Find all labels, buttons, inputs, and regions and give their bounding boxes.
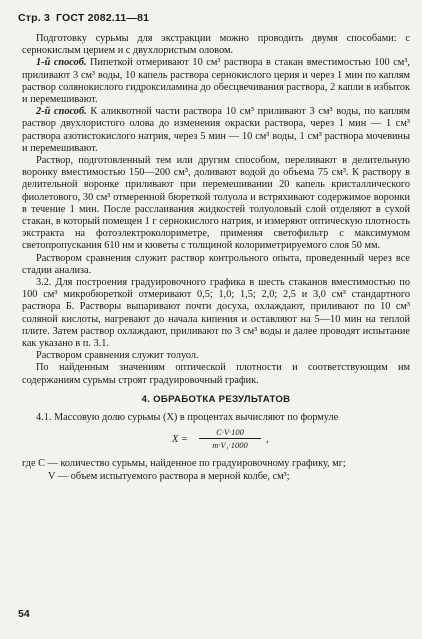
paragraph: Раствор, подготовленный тем или другим способом, переливают в делительную воронку вместимостью 150—200 см³, доливают водой до объема 75 см³. К раствору в делительной воронке приливают при перемешивании 20 капель кристаллического фиолетового, 30 см³ отмеренной бюреткой толуола и встряхивают содержимое воронки в течение 1 мин. После расслаивания жидкостей толуоловый слой отделяют в сухой стакан, в который помещен 1 г сернокислого натрия, и измеряют оптическую плотность экстракта на фотоэлектроколориметре, применяя светофильтр с максимумом светопропускания 610 нм и кюветы с толщиной колориметрируемого слоя 50 мм. <box>22 155 410 252</box>
formula-denominator: m·V₁·1000 <box>212 440 248 451</box>
definition-term: C — <box>38 458 58 470</box>
definition-text: количество сурьмы, найденное по градуировочному графику, мг; <box>60 458 346 470</box>
paragraph <box>22 57 410 106</box>
document-body <box>22 33 410 483</box>
method-2-text: К аликвотной части раствора 10 см³ приливают 3 см³ воды, по каплям раствор двухлористого олова до изменения окраски раствора, через 1 мин — 1 см³ раствора азотистокислого натрия, через 5 мин — 10 см³ воды, 1 см³ раствора мочевины и перемешивают. <box>22 106 411 154</box>
definition-row <box>22 458 410 470</box>
formula <box>22 425 410 455</box>
page-header <box>18 12 149 24</box>
method-2-label: 2-й способ. <box>36 106 87 118</box>
paragraph: Раствором сравнения служит толуол. <box>36 350 199 362</box>
formula-numerator: C·V·100 <box>199 427 261 439</box>
page-label: Стр. 3 <box>18 12 51 24</box>
definition-row <box>22 471 410 483</box>
paragraph: Раствором сравнения служит раствор контрольного опыта, проведенный через все стадии анализа. <box>22 252 410 276</box>
formula-trail: , <box>266 434 269 446</box>
variable-definitions <box>22 458 410 482</box>
paragraph: По найденным значениям оптической плотности и соответствующим им содержаниям сурьмы строят градуировочный график. <box>22 362 410 386</box>
paragraph: Подготовку сурьмы для экстракции можно проводить двумя способами: с сернокислым церием и с двухлористым оловом. <box>22 33 410 57</box>
where-lead: где <box>22 458 36 470</box>
paragraph <box>22 106 410 155</box>
definition-text: объем испытуемого раствора в мерной колбе, см³; <box>70 470 290 482</box>
definition-term: V — <box>48 470 69 482</box>
method-1-text: Пипеткой отмеривают 10 см³ раствора в стакан вместимостью 100 см³, приливают 3 см³ воды, 10 капель раствора сернокислого церия и через 1 мин по каплям раствор солянокислого гидроксиламина до обесцвечивания раствора, 2 капли в избыток и перемешивают. <box>22 57 410 106</box>
paragraph: 4.1. Массовую долю сурьмы (X) в процентах вычисляют по формуле <box>36 412 339 424</box>
paragraph: 3.2. Для построения градуировочного графика в шесть стаканов вместимостью по 100 см³ микробюреткой отмеривают 0,5; 1,0; 1,5; 2,0; 2,5 и 3,0 см³ стандартного раствора Б. Растворы выпаривают почти досуха, охлаждают, приливают по 10 см³ соляной кислоты, нагревают до начала кипения и оставляют на 5—10 мин на теплой плите. Затем раствор охлаждают, приливают по 3 см³ воды и далее проводят испытание как указано в п. 3.1. <box>22 277 410 350</box>
method-1-label: 1-й способ. <box>36 57 87 69</box>
page-number: 54 <box>18 608 30 620</box>
formula-fraction <box>199 427 261 451</box>
standard-code: ГОСТ 2082.11—81 <box>56 12 150 24</box>
formula-lhs: X = <box>172 434 188 446</box>
section-title: 4. ОБРАБОТКА РЕЗУЛЬТАТОВ <box>141 393 291 405</box>
